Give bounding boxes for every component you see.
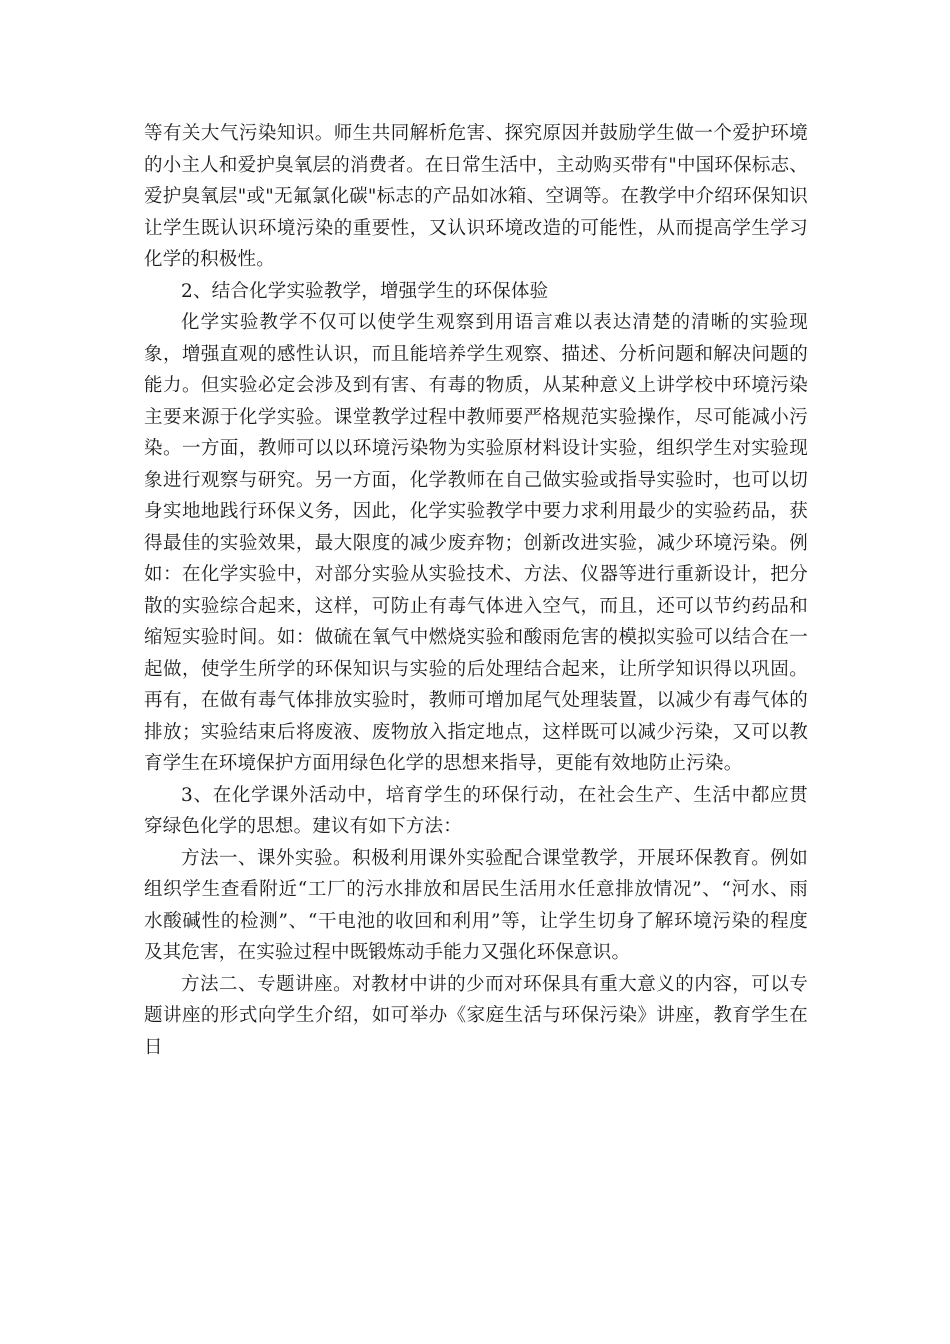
paragraph-lab-teaching: 化学实验教学不仅可以使学生观察到用语言难以表达清楚的清晰的实验现象，增强直观的感性认识，而且能培养学生观察、描述、分析问题和解决问题的能力。但实验必定会涉及到有害、有毒的物质，从某种意义上讲学校中环境污染主要来源于化学实验。课堂教学过程中教师要严格规范实验操作，尽可能减小污染。一方面，教师可以以环境污染物为实验原材料设计实验，组织学生对实验现象进行观察与研究。另一方面，化学教师在自己做实验或指导实验时，也可以切身实地地践行环保义务，因此，化学实验教学中要力求利用最少的实验药品，获得最佳的实验效果，最大限度的减少废弃物；创新改进实验，减少环境污染。例如：在化学实验中，对部分实验从实验技术、方法、仪器等进行重新设计，把分散的实验综合起来，这样，可防止有毒气体进入空气，而且，还可以节约药品和缩短实验时间。如：做硫在氧气中燃烧实验和酸雨危害的模拟实验可以结合在一起做，使学生所学的环保知识与实验的后处理结合起来，让所学知识得以巩固。再有，在做有毒气体排放实验时，教师可增加尾气处理装置，以减少有毒气体的排放；实验结束后将废液、废物放入指定地点，这样既可以减少污染，又可以教育学生在环境保护方面用绿色化学的思想来指导，更能有效地防止污染。 <box>144 312 808 774</box>
paragraph-method-one: 方法一、课外实验。积极利用课外实验配合课堂教学，开展环保教育。例如组织学生查看附近“工厂的污水排放和居民生活用水任意排放情况”、“河水、雨水酸碱性的检测”、“干电池的收回和利用”等，让学生切身了解环境污染的程度及其危害，在实验过程中既锻炼动手能力又强化环保意识。 <box>144 847 808 963</box>
section-heading-2: 2、结合化学实验教学，增强学生的环保体验 <box>181 280 549 302</box>
section-heading-3: 3、在化学课外活动中，培育学生的环保行动，在社会生产、生活中都应贯穿绿色化学的思想。建议有如下方法： <box>144 784 808 837</box>
document-body <box>144 118 808 1063</box>
paragraph-method-two: 方法二、专题讲座。对教材中讲的少而对环保具有重大意义的内容，可以专题讲座的形式向学生介绍，如可举办《家庭生活与环保污染》讲座，教育学生在日 <box>144 973 808 1058</box>
paragraph-air-pollution: 等有关大气污染知识。师生共同解析危害、探究原因并鼓励学生做一个爱护环境的小主人和爱护臭氧层的消费者。在日常生活中，主动购买带有"中国环保标志、爱护臭氧层"或"无氟氯化碳"标志的产品如冰箱、空调等。在教学中介绍环保知识让学生既认识环境污染的重要性，又认识环境改造的可能性，从而提高学生学习化学的积极性。 <box>144 123 808 270</box>
